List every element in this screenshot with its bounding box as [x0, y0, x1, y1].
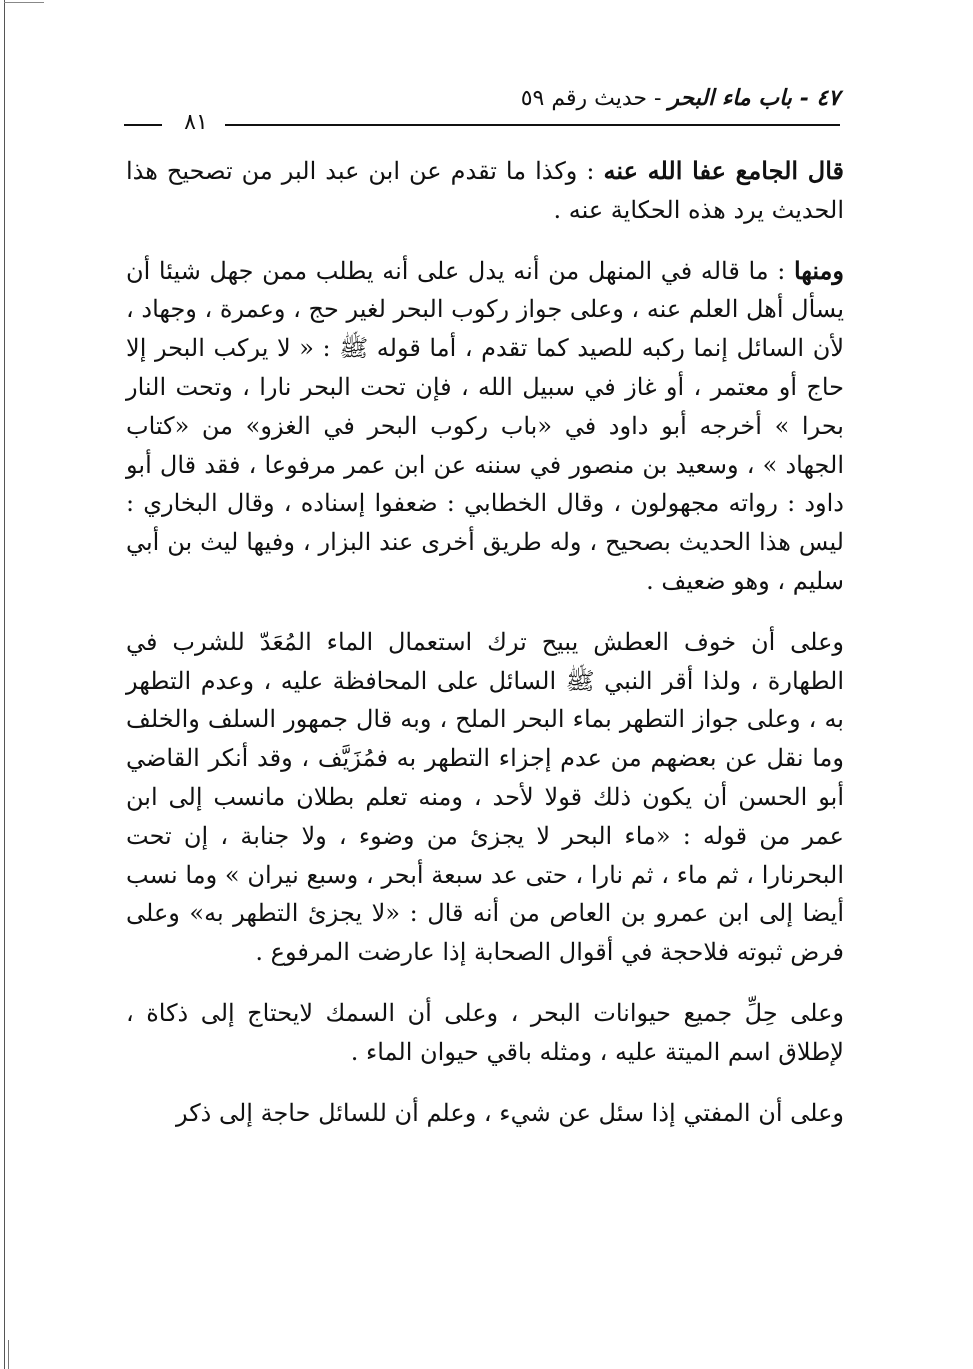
paragraph-text: وعلى حِلِّ جميع حيوانات البحر ، وعلى أن السمك لايحتاج إلى ذكاة ، لإطلاق اسم الميتة عليه ، ومثله باقي حيوان الماء . — [126, 998, 844, 1066]
running-head — [140, 82, 840, 115]
paragraph-5 — [126, 1094, 844, 1133]
paragraph-text: : وكذا ما تقدم عن ابن عبد البر من تصحيح هذا الحديث يرد هذه الحكاية عنه . — [126, 157, 844, 224]
paragraph-lead: قال الجامع عفا الله عنه — [603, 156, 845, 185]
paragraph-text: : ما قاله في المنهل من أنه يدل على أنه يطلب ممن جهل شيئا أن يسأل أهل العلم عنه ، وعلى جواز ركوب البحر لغير حج ، وعمرة ، وجهاد ، لأن السائل إنما ركبه للصيد كما تقدم ، أما قوله ﷺ : « لا يركب البحر إلا حاج أو معتمر ، أو غاز في سبيل الله ، فإن تحت البحر نارا ، وتحت النار بحرا » أخرجه أبو داود في «باب ركوب البحر في الغزو» من «كتاب الجهاد » ، وسعيد بن منصور في سننه عن ابن عمر مرفوعا ، فقد قال أبو داود : رواته مجهولون ، وقال الخطابي : ضعفوا إسناده ، وقال البخاري : ليس هذا الحديث بصحيح ، وله طريق أخرى عند البزار ، وفيها ليث بن أبي سليم ، وهو ضعيف . — [126, 256, 844, 595]
paragraph-3 — [126, 623, 844, 972]
paragraph-2 — [126, 252, 844, 601]
text-body — [126, 152, 844, 1154]
page-number: ٨١ — [184, 110, 208, 135]
paragraph-text: وعلى أن خوف العطش يبيح ترك استعمال الماء المُعَدّ للشرب في الطهارة ، ولذا أقر النبي ﷺ السائل على المحافظة عليه ، وعدم التطهر به ، وعلى جواز التطهر بماء البحر الملح ، وبه قال جمهور السلف والخلف وما نقل عن بعضهم من عدم إجزاء التطهر به فمُزَيَّف ، وقد أنكر القاضي أبو الحسن أن يكون ذلك قولا لأحد ، ومنه تعلم بطلان مانسب إلى ابن عمر من قوله : «ماء البحر لا يجزئ من وضوء ، ولا جنابة ، إن تحت البحرنارا ، ثم ماء ، ثم نارا ، حتى عد سبعة أبحر ، وسبع نيران » وما نسب أيضا إلى ابن عمرو بن العاص من أنه قال : «لا يجزئ التطهر به» وعلى فرض ثبوته فلاحجة في أقوال الصحابة إذا عارضت المرفوع . — [126, 627, 845, 967]
hadith-number: - حديث رقم ٥٩ — [520, 86, 662, 111]
scan-bottom-mark — [8, 1340, 9, 1369]
chapter-title: ٤٧ - باب ماء البحر — [668, 85, 840, 111]
page-number-dash — [124, 124, 162, 126]
scan-edge-top — [4, 2, 44, 3]
scan-edge-left — [4, 0, 5, 1369]
header-rule — [225, 124, 840, 126]
paragraph-text: وعلى أن المفتي إذا سئل عن شيء ، وعلم أن للسائل حاجة إلى ذكر — [175, 1098, 844, 1127]
paragraph-1 — [126, 152, 844, 230]
paragraph-4 — [126, 994, 844, 1072]
paragraph-lead: ومنها — [793, 255, 844, 285]
